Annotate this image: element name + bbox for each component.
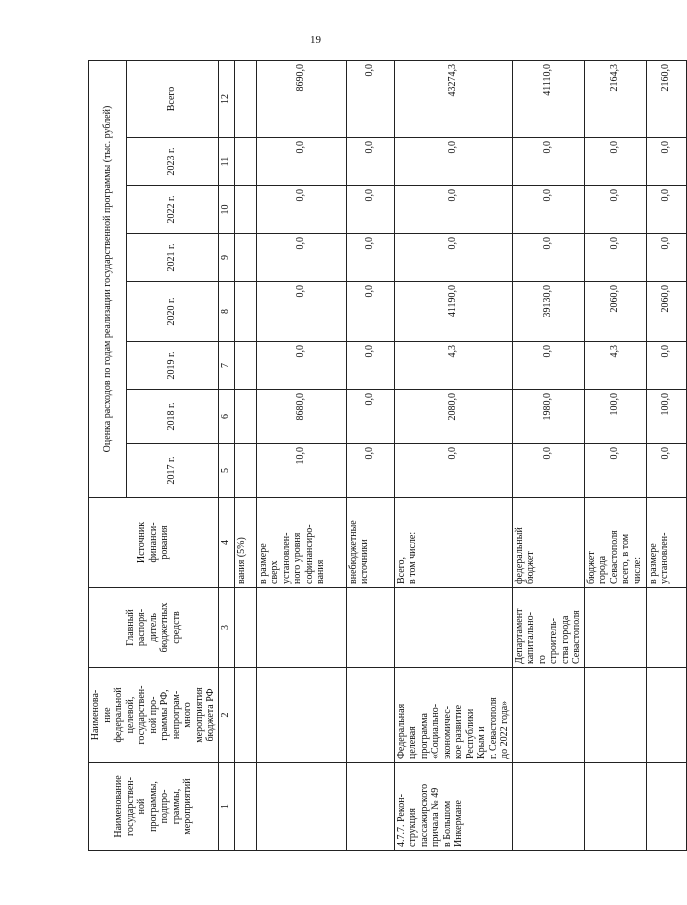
cell-c3 xyxy=(646,588,686,668)
cell-value: 0,0 xyxy=(394,444,512,498)
column-number: 11 xyxy=(218,138,234,186)
cell-value: 0,0 xyxy=(394,186,512,234)
cell-value: 0,0 xyxy=(646,138,686,186)
header-year: 2023 г. xyxy=(126,138,218,186)
cell-c4: Всего, в том числе: xyxy=(394,498,512,588)
table-row xyxy=(512,61,584,851)
cell-value: 0,0 xyxy=(646,186,686,234)
cell-value xyxy=(234,234,256,282)
cell-value: 0,0 xyxy=(346,186,394,234)
column-number: 9 xyxy=(218,234,234,282)
cell-value xyxy=(234,444,256,498)
cell-c2 xyxy=(234,668,256,763)
cell-value: 0,0 xyxy=(584,234,646,282)
cell-value: 0,0 xyxy=(584,138,646,186)
header-year: 2017 г. xyxy=(126,444,218,498)
cell-value: 0,0 xyxy=(256,234,346,282)
cell-value: 0,0 xyxy=(346,390,394,444)
cell-c4: в размере сверх установлен- ного уровня софинансиро- вания xyxy=(256,498,346,588)
cell-value: 4,3 xyxy=(394,342,512,390)
cell-c1 xyxy=(256,763,346,851)
cell-c2: Федеральная целевая программа «Социально- экономичес- кое развитие Республики Крым и г. Севастополя до 2022 года» xyxy=(394,668,512,763)
cell-value: 2060,0 xyxy=(584,282,646,342)
cell-c3: Департамент капитально- го строитель- ства города Севастополя xyxy=(512,588,584,668)
cell-c1 xyxy=(646,763,686,851)
cell-c3 xyxy=(234,588,256,668)
table-row xyxy=(584,61,646,851)
cell-c1 xyxy=(234,763,256,851)
cell-value: 0,0 xyxy=(256,138,346,186)
header-year: 2018 г. xyxy=(126,390,218,444)
cell-c1 xyxy=(584,763,646,851)
cell-c1: 4.7.7. Рекон- струкция пассажирского причала № 49 в Большом Инкермане xyxy=(394,763,512,851)
cell-value xyxy=(234,342,256,390)
cell-value: 0,0 xyxy=(646,234,686,282)
cell-c2 xyxy=(646,668,686,763)
cell-c3 xyxy=(394,588,512,668)
column-number: 7 xyxy=(218,342,234,390)
cell-c3 xyxy=(346,588,394,668)
cell-c3 xyxy=(584,588,646,668)
cell-value: 0,0 xyxy=(646,444,686,498)
cell-value: 0,0 xyxy=(346,282,394,342)
cell-value xyxy=(234,138,256,186)
column-number: 5 xyxy=(218,444,234,498)
column-number: 3 xyxy=(218,588,234,668)
cell-value: 41190,0 xyxy=(394,282,512,342)
cell-value: 10,0 xyxy=(256,444,346,498)
header-budget-manager: Главный распоря- дитель бюджетных средств xyxy=(89,588,219,668)
cell-c1 xyxy=(346,763,394,851)
cell-value: 0,0 xyxy=(346,61,394,138)
cell-value: 0,0 xyxy=(512,186,584,234)
header-federal-program: Наименова- ние федеральной целевой, государствен- ной про- граммы РФ, непрограм- много мероприятия бюджета РФ xyxy=(89,668,219,763)
cell-c4: федеральный бюджет xyxy=(512,498,584,588)
expenses-table xyxy=(88,60,687,851)
cell-value: 0,0 xyxy=(346,234,394,282)
header-year: 2022 г. xyxy=(126,186,218,234)
cell-value: 41110,0 xyxy=(512,61,584,138)
cell-c4: в размере установлен- xyxy=(646,498,686,588)
header-estimate: Оценка расходов по годам реализации государственной программы (тыс. рублей) xyxy=(89,61,127,498)
cell-value: 0,0 xyxy=(584,186,646,234)
cell-value: 0,0 xyxy=(256,186,346,234)
cell-c4: вания (5%) xyxy=(234,498,256,588)
column-number: 4 xyxy=(218,498,234,588)
cell-value: 39130,0 xyxy=(512,282,584,342)
header-total: Всего xyxy=(126,61,218,138)
cell-value: 0,0 xyxy=(256,342,346,390)
cell-c3 xyxy=(256,588,346,668)
cell-value: 8680,0 xyxy=(256,390,346,444)
cell-value: 100,0 xyxy=(646,390,686,444)
header-year: 2021 г. xyxy=(126,234,218,282)
cell-value: 0,0 xyxy=(512,234,584,282)
cell-value: 0,0 xyxy=(394,138,512,186)
cell-value: 100,0 xyxy=(584,390,646,444)
table-body xyxy=(234,61,686,851)
cell-value: 2164,3 xyxy=(584,61,646,138)
column-number: 1 xyxy=(218,763,234,851)
table-row xyxy=(234,61,256,851)
cell-value: 0,0 xyxy=(346,444,394,498)
table-row xyxy=(394,61,512,851)
column-number: 2 xyxy=(218,668,234,763)
cell-c2 xyxy=(584,668,646,763)
cell-value: 0,0 xyxy=(584,444,646,498)
page-number: 19 xyxy=(310,34,321,46)
cell-value: 0,0 xyxy=(512,342,584,390)
header-program: Наименование государствен- ной программы, подпро- граммы, мероприятий xyxy=(89,763,219,851)
cell-c1 xyxy=(512,763,584,851)
table-row xyxy=(346,61,394,851)
column-number: 8 xyxy=(218,282,234,342)
cell-value: 2060,0 xyxy=(646,282,686,342)
cell-value: 0,0 xyxy=(394,234,512,282)
table-row xyxy=(256,61,346,851)
header-year: 2019 г. xyxy=(126,342,218,390)
cell-value: 8690,0 xyxy=(256,61,346,138)
cell-value: 0,0 xyxy=(512,444,584,498)
header-funding-source: Источник финанси- рования xyxy=(89,498,219,588)
cell-value: 0,0 xyxy=(646,342,686,390)
header-year: 2020 г. xyxy=(126,282,218,342)
cell-value: 43274,3 xyxy=(394,61,512,138)
column-number: 6 xyxy=(218,390,234,444)
cell-value: 4,3 xyxy=(584,342,646,390)
cell-value xyxy=(234,282,256,342)
cell-value: 2080,0 xyxy=(394,390,512,444)
cell-value: 1980,0 xyxy=(512,390,584,444)
cell-c2 xyxy=(512,668,584,763)
cell-c2 xyxy=(256,668,346,763)
cell-c2 xyxy=(346,668,394,763)
cell-value: 0,0 xyxy=(256,282,346,342)
cell-value xyxy=(234,186,256,234)
cell-value: 0,0 xyxy=(346,342,394,390)
cell-value: 0,0 xyxy=(346,138,394,186)
column-number: 12 xyxy=(218,61,234,138)
cell-value: 2160,0 xyxy=(646,61,686,138)
column-number: 10 xyxy=(218,186,234,234)
rotated-table-container xyxy=(88,61,672,851)
cell-value: 0,0 xyxy=(512,138,584,186)
table-row xyxy=(646,61,686,851)
cell-value xyxy=(234,61,256,138)
cell-c4: внебюджетные источники xyxy=(346,498,394,588)
cell-value xyxy=(234,390,256,444)
cell-c4: бюджет города Севастополя всего, в том числе: xyxy=(584,498,646,588)
